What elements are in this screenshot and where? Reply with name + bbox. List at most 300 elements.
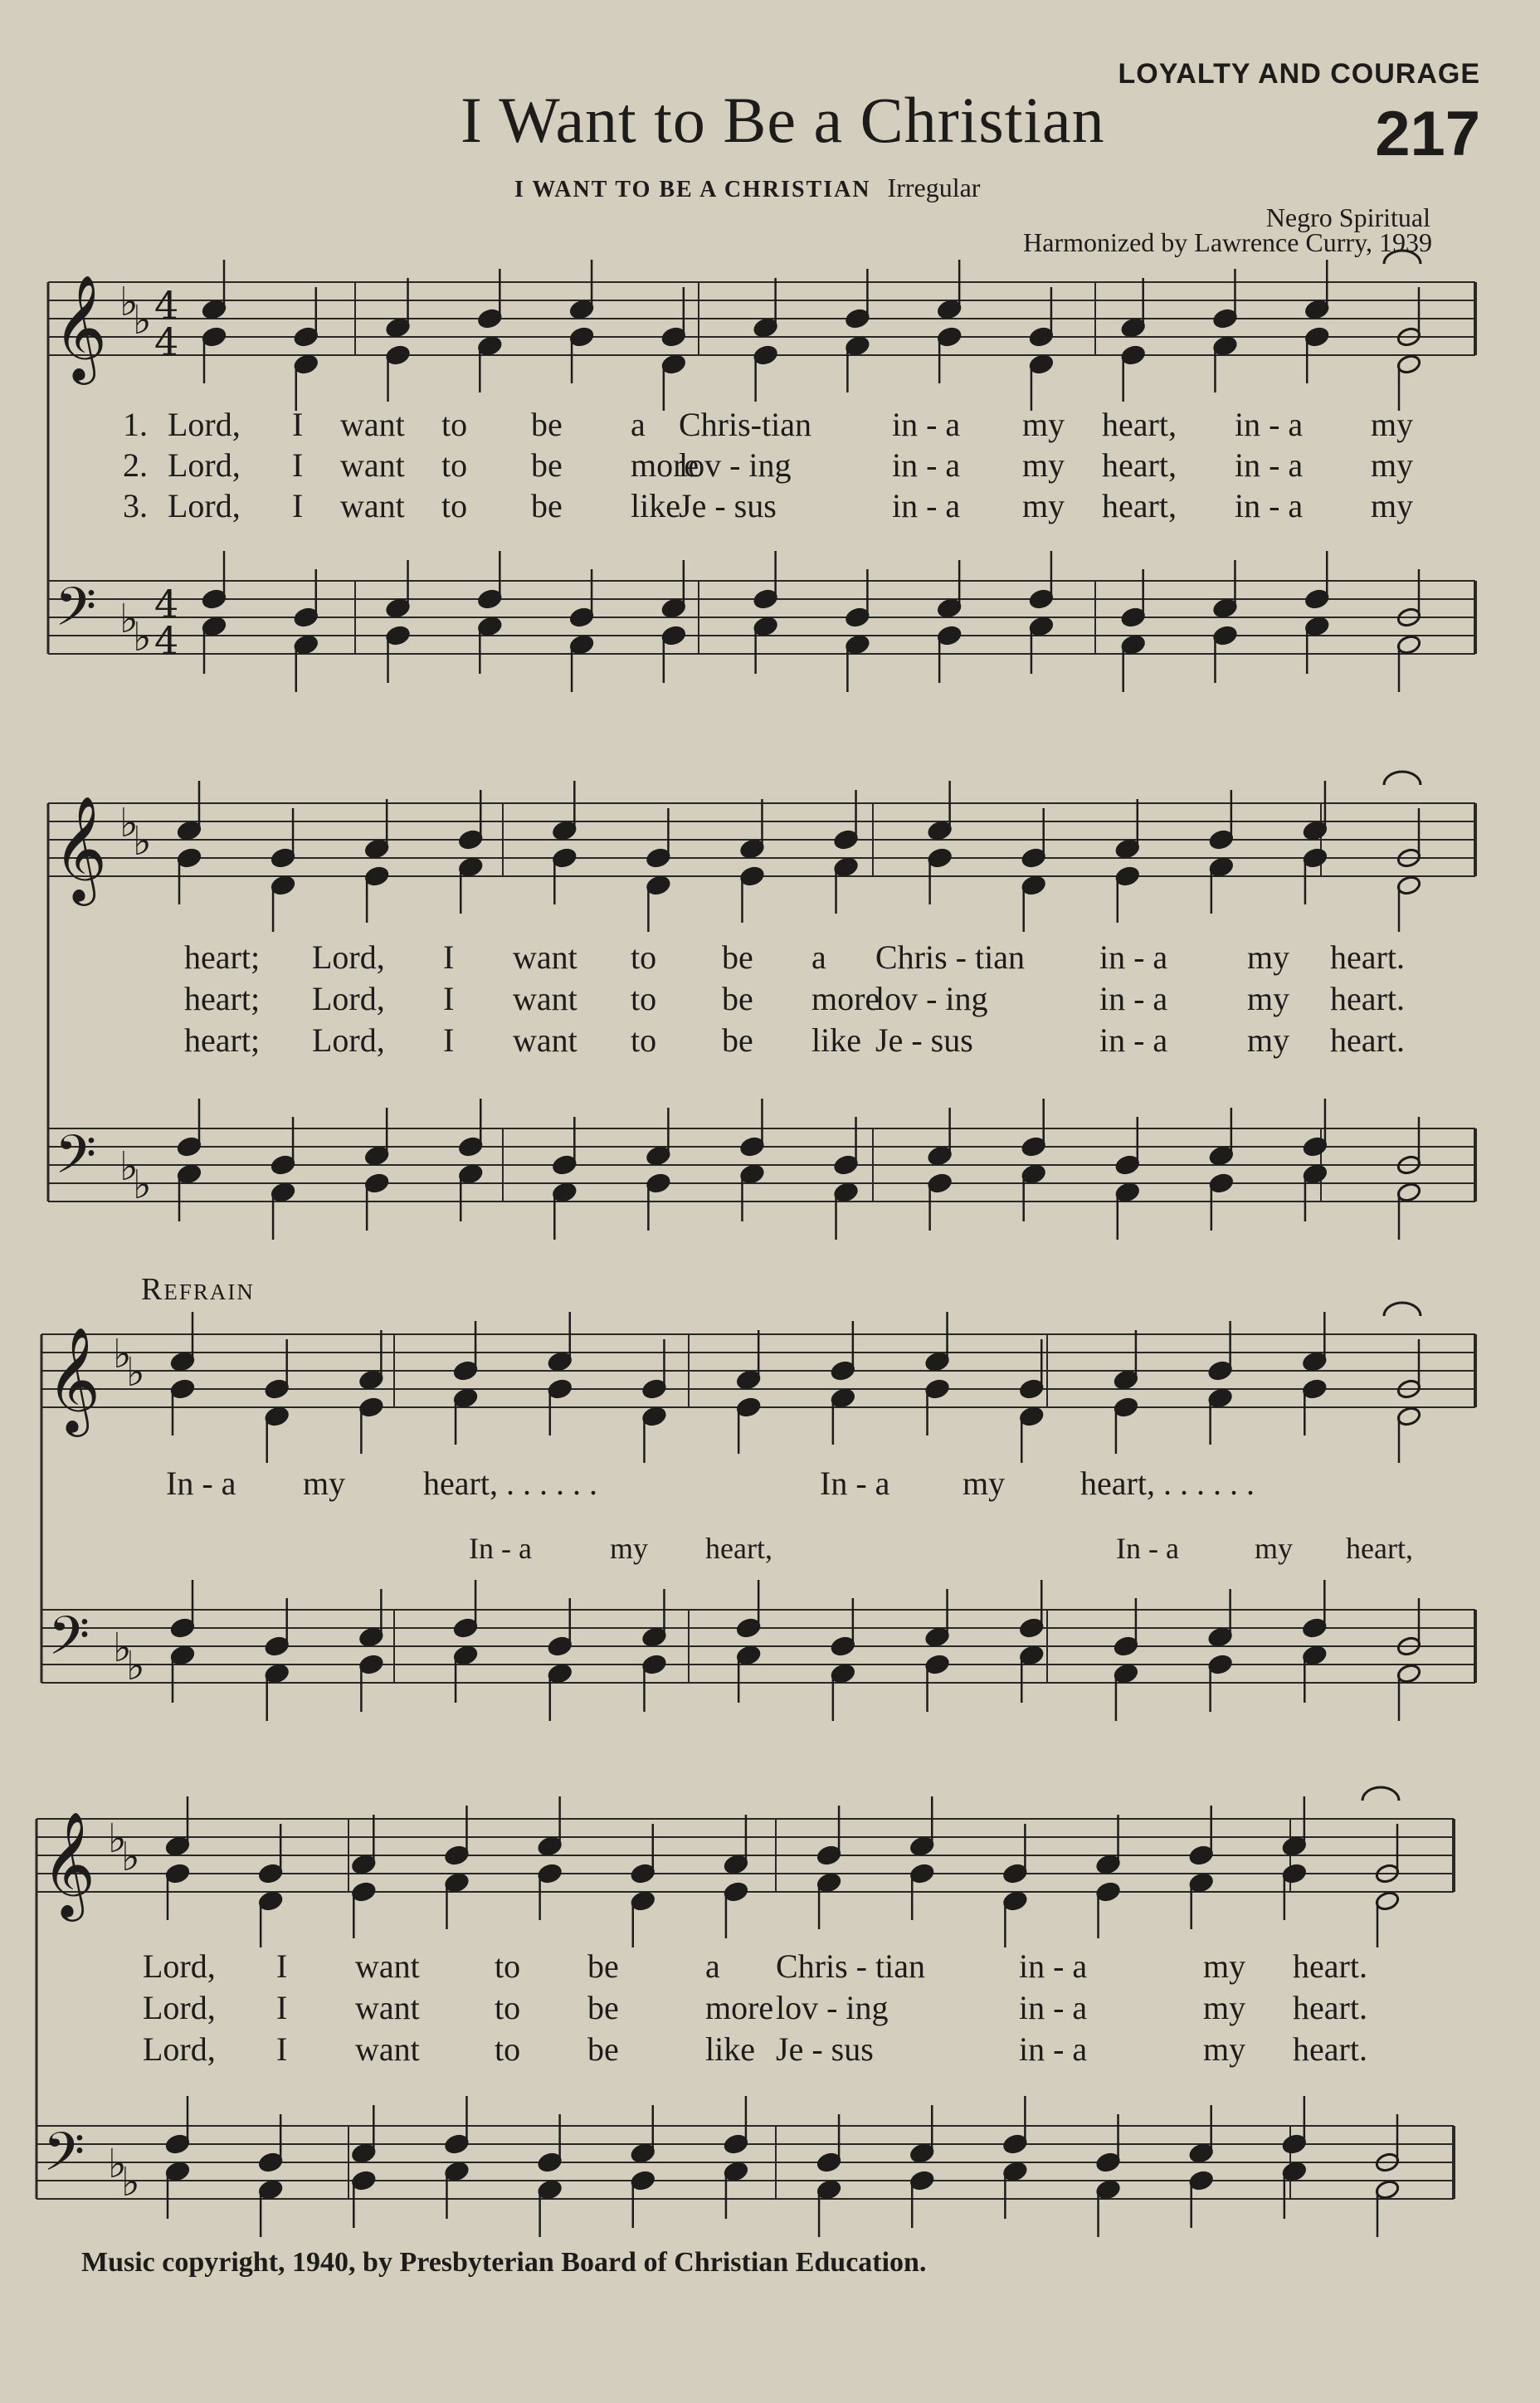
tenor-note (170, 1617, 196, 1639)
soprano-note (444, 1845, 470, 1866)
refrain-label: Refrain (141, 1272, 255, 1307)
tenor-note (1021, 1136, 1046, 1158)
lyric-syllable: I (292, 406, 304, 443)
soprano-note (1207, 1360, 1233, 1382)
alto-note (661, 353, 687, 375)
bass-note (641, 1654, 667, 1675)
soprano-note (739, 838, 765, 860)
lyric-syllable: be (587, 2030, 619, 2068)
lyric-syllable: Je - sus (875, 1021, 973, 1059)
soprano-note (924, 1351, 950, 1372)
soprano-note (927, 820, 953, 841)
bass-note (924, 1654, 950, 1675)
flat-sign-icon: ♭ (119, 1143, 139, 1190)
lyric-syllable: Chris - tian (776, 1947, 925, 1985)
tenor-note (845, 607, 870, 628)
soprano-note (458, 829, 484, 851)
lyric-syllable: more (631, 446, 699, 484)
section-heading: LOYALTY AND COURAGE (1118, 58, 1480, 90)
bass-note (1396, 1182, 1422, 1203)
lyric-syllable: be (722, 938, 753, 976)
tenor-note (816, 2152, 842, 2173)
lyric-syllable: in - a (1099, 980, 1168, 1017)
bass-note (736, 1645, 762, 1666)
tenor-note (831, 1635, 856, 1657)
tenor-note (1120, 607, 1146, 628)
flat-sign-icon: ♭ (126, 1643, 145, 1689)
alto-note (1304, 326, 1330, 348)
lyric-syllable: to (441, 406, 468, 443)
tenor-note (1114, 1635, 1139, 1657)
bass-note (537, 2179, 563, 2201)
lyric-syllable: in - a (1019, 1947, 1088, 1985)
lyric-syllable: like (631, 487, 680, 524)
tenor-note (937, 597, 962, 619)
alto-note (202, 326, 227, 348)
tenor-note (458, 1136, 484, 1158)
lyric-syllable: heart, . . . . . . (1080, 1465, 1255, 1502)
soprano-note (753, 317, 778, 339)
lyric-syllable: be (531, 406, 563, 443)
lyric-syllable: a (705, 1947, 720, 1985)
bass-clef-icon: 𝄢 (55, 577, 97, 651)
soprano-note (358, 1369, 384, 1391)
alto-note (1029, 353, 1055, 375)
bass-note (1304, 616, 1330, 637)
lyric-syllable: heart; (184, 938, 261, 976)
flat-sign-icon: ♭ (133, 614, 152, 660)
lyric-syllable: Chris-tian (679, 406, 811, 443)
alto-note (1282, 1863, 1308, 1884)
lyric-syllable: Je - sus (679, 487, 777, 524)
bass-note (547, 1663, 573, 1684)
lyric-syllable: I (443, 980, 455, 1017)
lyric-syllable: Lord, (168, 487, 241, 524)
flat-sign-icon: ♭ (121, 1834, 140, 1880)
lyric-syllable: like (811, 1021, 861, 1059)
lyric-syllable: want (513, 980, 578, 1017)
time-signature: 4 (154, 319, 179, 364)
lyric-syllable: In - a (1116, 1532, 1179, 1565)
alto-note (831, 1387, 856, 1409)
bass-note (1207, 1654, 1233, 1675)
bass-note (358, 1654, 384, 1675)
soprano-note (1019, 1378, 1045, 1400)
tenor-note (453, 1617, 479, 1639)
lyric-syllable: be (587, 1989, 619, 2026)
bass-note (569, 634, 595, 656)
lyric-syllable: in - a (1235, 446, 1304, 484)
tenor-note (264, 1635, 290, 1657)
bass-note (477, 616, 503, 637)
alto-note (630, 1890, 655, 1912)
lyric-syllable: my (1203, 1989, 1246, 2026)
bass-note (1209, 1172, 1235, 1194)
alto-note (646, 875, 671, 896)
alto-note (1114, 865, 1140, 887)
lyric-syllable: be (587, 1947, 619, 1985)
fermata-icon (1384, 251, 1421, 264)
alto-note (1212, 335, 1238, 357)
lyric-syllable: to (495, 2030, 521, 2068)
lyric-syllable: in - a (1235, 406, 1304, 443)
alto-note (1114, 1396, 1139, 1418)
bass-note (1095, 2179, 1121, 2201)
alto-note (1120, 344, 1146, 366)
alto-note (364, 865, 390, 887)
tenor-note (1095, 2152, 1121, 2173)
alto-note (924, 1378, 950, 1400)
lyric-syllable: my (962, 1465, 1006, 1502)
lyric-syllable: I (292, 446, 304, 484)
alto-note (1002, 1890, 1028, 1912)
soprano-note (453, 1360, 479, 1382)
lyric-syllable: in - a (1099, 938, 1168, 976)
lyric-syllable: want (340, 406, 405, 443)
fermata-icon (1362, 1787, 1399, 1801)
bass-note (258, 2179, 284, 2201)
lyric-syllable: heart. (1293, 2030, 1367, 2068)
bass-note (351, 2170, 377, 2191)
tenor-note (1029, 588, 1055, 610)
soprano-note (1114, 1369, 1139, 1391)
lyric-syllable: lov - ing (875, 980, 988, 1017)
soprano-note (630, 1863, 655, 1884)
lyric-syllable: a (631, 406, 646, 443)
lyric-syllable: my (1371, 406, 1414, 443)
bass-note (385, 625, 411, 646)
tenor-note (753, 588, 778, 610)
bass-note (909, 2170, 935, 2191)
flat-sign-icon: ♭ (133, 818, 152, 865)
tenor-note (1002, 2133, 1028, 2155)
tenor-note (924, 1626, 950, 1648)
alto-note (477, 335, 503, 357)
tenor-note (547, 1635, 573, 1657)
tenor-note (909, 2142, 935, 2164)
bass-note (293, 634, 319, 656)
flat-sign-icon: ♭ (119, 596, 139, 642)
bass-note (364, 1172, 390, 1194)
lyric-syllable: like (705, 2030, 755, 2068)
lyric-syllable: in - a (892, 406, 961, 443)
lyric-syllable: heart, (1346, 1532, 1413, 1565)
bass-note (831, 1663, 856, 1684)
flat-sign-icon: ♭ (113, 1625, 132, 1671)
alto-note (444, 1872, 470, 1894)
soprano-note (177, 820, 202, 841)
lyric-syllable: my (1371, 446, 1414, 484)
soprano-note (661, 326, 687, 348)
tune-name: I WANT TO BE A CHRISTIAN (514, 177, 871, 202)
lyric-syllable: to (441, 487, 468, 524)
flat-sign-icon: ♭ (133, 297, 152, 344)
bass-note (1002, 2161, 1028, 2182)
lyric-syllable: a (811, 938, 826, 976)
alto-note (833, 856, 859, 878)
lyric-syllable: want (355, 2030, 420, 2068)
tenor-note (270, 1154, 296, 1176)
lyric-syllable: heart. (1330, 938, 1405, 976)
tenor-note (351, 2142, 377, 2164)
flat-sign-icon: ♭ (133, 1162, 152, 1208)
alto-note (1021, 875, 1046, 896)
soprano-note (736, 1369, 762, 1391)
bass-clef-icon: 𝄢 (55, 1124, 97, 1199)
lyric-syllable: more (811, 980, 880, 1017)
alto-note (1019, 1406, 1045, 1427)
bass-note (453, 1645, 479, 1666)
hymn-title: I Want to Be a Christian (461, 84, 1105, 156)
harmonizer-credit: Harmonized by Lawrence Curry, 1939 (1023, 227, 1432, 257)
alto-note (1303, 847, 1328, 869)
bass-note (444, 2161, 470, 2182)
bass-note (458, 1163, 484, 1185)
soprano-note (385, 317, 411, 339)
lyric-syllable: 3. (123, 487, 148, 524)
tenor-note (739, 1136, 765, 1158)
alto-note (358, 1396, 384, 1418)
soprano-note (1212, 308, 1238, 329)
lyric-syllable: Lord, (143, 1947, 216, 1985)
lyric-syllable: 1. (123, 406, 148, 443)
soprano-note (937, 299, 962, 320)
soprano-note (646, 847, 671, 869)
time-signature: 4 (154, 283, 179, 328)
lyric-syllable: heart. (1330, 980, 1405, 1017)
alto-note (753, 344, 778, 366)
soprano-note (1021, 847, 1046, 869)
tenor-note (364, 1145, 390, 1167)
tenor-note (1302, 1617, 1328, 1639)
lyric-syllable: want (513, 938, 578, 976)
alto-note (1188, 1872, 1214, 1894)
lyric-syllable: I (276, 1947, 288, 1985)
lyric-syllable: in - a (1019, 2030, 1088, 2068)
lyric-syllable: heart, (1102, 406, 1177, 443)
alto-note (537, 1863, 563, 1884)
lyric-syllable: want (513, 1021, 578, 1059)
soprano-note (258, 1863, 284, 1884)
lyric-syllable: Lord, (168, 406, 241, 443)
alto-note (1207, 1387, 1233, 1409)
soprano-note (909, 1835, 935, 1857)
bass-note (202, 616, 227, 637)
tenor-note (293, 607, 319, 628)
tenor-note (385, 597, 411, 619)
flat-sign-icon: ♭ (121, 2159, 140, 2206)
lyric-syllable: heart; (184, 1021, 261, 1059)
alto-note (458, 856, 484, 878)
alto-note (1375, 1890, 1401, 1912)
tenor-note (1207, 1626, 1233, 1648)
lyric-syllable: my (1371, 487, 1414, 524)
bass-note (1212, 625, 1238, 646)
bass-note (753, 616, 778, 637)
lyric-syllable: I (292, 487, 304, 524)
bass-note (1302, 1645, 1328, 1666)
soprano-note (1209, 829, 1235, 851)
fermata-icon (1384, 1303, 1421, 1316)
lyric-syllable: want (340, 487, 405, 524)
soprano-note (364, 838, 390, 860)
time-signature: 4 (154, 618, 179, 663)
alto-note (165, 1863, 191, 1884)
fermata-icon (1384, 772, 1421, 785)
lyric-syllable: in - a (1235, 487, 1304, 524)
alto-note (816, 1872, 842, 1894)
soprano-note (165, 1835, 191, 1857)
lyric-syllable: Lord, (312, 980, 385, 1017)
soprano-note (552, 820, 578, 841)
treble-clef-icon: 𝄞 (53, 274, 108, 380)
lyric-syllable: to (495, 1947, 521, 1985)
bass-note (739, 1163, 765, 1185)
alto-note (1209, 856, 1235, 878)
lyric-syllable: my (303, 1465, 346, 1502)
soprano-note (641, 1378, 667, 1400)
soprano-note (547, 1351, 573, 1372)
tenor-note (1188, 2142, 1214, 2164)
tenor-note (1212, 597, 1238, 619)
lyric-syllable: my (1247, 980, 1290, 1017)
soprano-note (845, 308, 870, 329)
bass-note (724, 2161, 749, 2182)
bass-note (1029, 616, 1055, 637)
flat-sign-icon: ♭ (119, 279, 139, 325)
soprano-note (724, 1854, 749, 1875)
alto-note (1396, 1406, 1422, 1427)
bass-note (1396, 634, 1422, 656)
bass-note (927, 1172, 953, 1194)
bass-note (1120, 634, 1146, 656)
hymn-number: 217 (1375, 99, 1480, 169)
lyric-syllable: in - a (892, 487, 961, 524)
lyric-syllable: my (1255, 1532, 1294, 1565)
bass-note (264, 1663, 290, 1684)
tenor-note (1114, 1154, 1140, 1176)
bass-note (1019, 1645, 1045, 1666)
lyric-syllable: want (355, 1989, 420, 2026)
bass-note (177, 1163, 202, 1185)
tenor-note (1304, 588, 1330, 610)
soprano-note (1114, 838, 1140, 860)
flat-sign-icon: ♭ (113, 1331, 132, 1377)
bass-note (1303, 1163, 1328, 1185)
tenor-note (552, 1154, 578, 1176)
bass-note (1282, 2161, 1308, 2182)
lyric-syllable: my (1022, 406, 1065, 443)
bass-note (646, 1172, 671, 1194)
lyric-syllable: I (276, 1989, 288, 2026)
flat-sign-icon: ♭ (108, 1816, 127, 1862)
soprano-note (537, 1835, 563, 1857)
soprano-note (1029, 326, 1055, 348)
lyric-syllable: to (441, 446, 468, 484)
lyric-syllable: be (531, 446, 563, 484)
tenor-note (177, 1136, 202, 1158)
soprano-note (293, 326, 319, 348)
lyric-syllable: Lord, (168, 446, 241, 484)
alto-note (1396, 353, 1422, 375)
lyric-syllable: my (1203, 1947, 1246, 1985)
treble-clef-icon: 𝄞 (46, 1326, 101, 1432)
bass-note (165, 2161, 191, 2182)
bass-note (816, 2179, 842, 2201)
bass-note (1021, 1163, 1046, 1185)
tenor-note (630, 2142, 655, 2164)
alto-note (170, 1378, 196, 1400)
lyric-syllable: my (610, 1532, 649, 1565)
soprano-note (270, 847, 296, 869)
alto-note (453, 1387, 479, 1409)
bass-note (270, 1182, 296, 1203)
treble-clef-icon: 𝄞 (53, 795, 108, 901)
tenor-note (358, 1626, 384, 1648)
soprano-note (1188, 1845, 1214, 1866)
lyric-syllable: be (722, 1021, 753, 1059)
lyric-syllable: lov - ing (679, 446, 792, 484)
soprano-note (569, 299, 595, 320)
tenor-note (165, 2133, 191, 2155)
soprano-note (833, 829, 859, 851)
lyric-syllable: be (722, 980, 753, 1017)
lyric-syllable: more (705, 1989, 774, 2026)
lyric-syllable: my (1022, 487, 1065, 524)
lyric-syllable: heart, (1102, 446, 1177, 484)
lyric-syllable: my (1022, 446, 1065, 484)
bass-note (661, 625, 687, 646)
alto-note (293, 353, 319, 375)
bass-note (937, 625, 962, 646)
alto-note (845, 335, 870, 357)
lyric-syllable: I (443, 1021, 455, 1059)
soprano-note (1304, 299, 1330, 320)
bass-note (630, 2170, 655, 2191)
alto-note (937, 326, 962, 348)
lyric-syllable: to (631, 980, 657, 1017)
bass-note (170, 1645, 196, 1666)
copyright-notice: Music copyright, 1940, by Presbyterian Board of Christian Education. (81, 2247, 927, 2278)
lyric-syllable: in - a (1099, 1021, 1168, 1059)
tenor-note (258, 2152, 284, 2173)
alto-note (177, 847, 202, 869)
tenor-note (1209, 1145, 1235, 1167)
lyric-syllable: In - a (166, 1465, 236, 1502)
tenor-note (1282, 2133, 1308, 2155)
lyric-syllable: Lord, (312, 1021, 385, 1059)
lyric-syllable: be (531, 487, 563, 524)
tenor-note (1019, 1617, 1045, 1639)
alto-note (547, 1378, 573, 1400)
lyric-syllable: heart, . . . . . . (423, 1465, 597, 1502)
bass-note (1396, 1663, 1422, 1684)
lyric-syllable: In - a (820, 1465, 890, 1502)
bass-clef-icon: 𝄢 (43, 2122, 85, 2196)
alto-note (909, 1863, 935, 1884)
lyric-syllable: heart; (184, 980, 261, 1017)
lyric-syllable: Lord, (143, 2030, 216, 2068)
flat-sign-icon: ♭ (108, 2141, 127, 2187)
soprano-note (1095, 1854, 1121, 1875)
bass-note (833, 1182, 859, 1203)
lyric-syllable: in - a (892, 446, 961, 484)
alto-note (569, 326, 595, 348)
lyric-syllable: Lord, (143, 1989, 216, 2026)
lyric-syllable: heart. (1293, 1947, 1367, 1985)
lyric-syllable: heart, (705, 1532, 772, 1565)
soprano-note (1303, 820, 1328, 841)
